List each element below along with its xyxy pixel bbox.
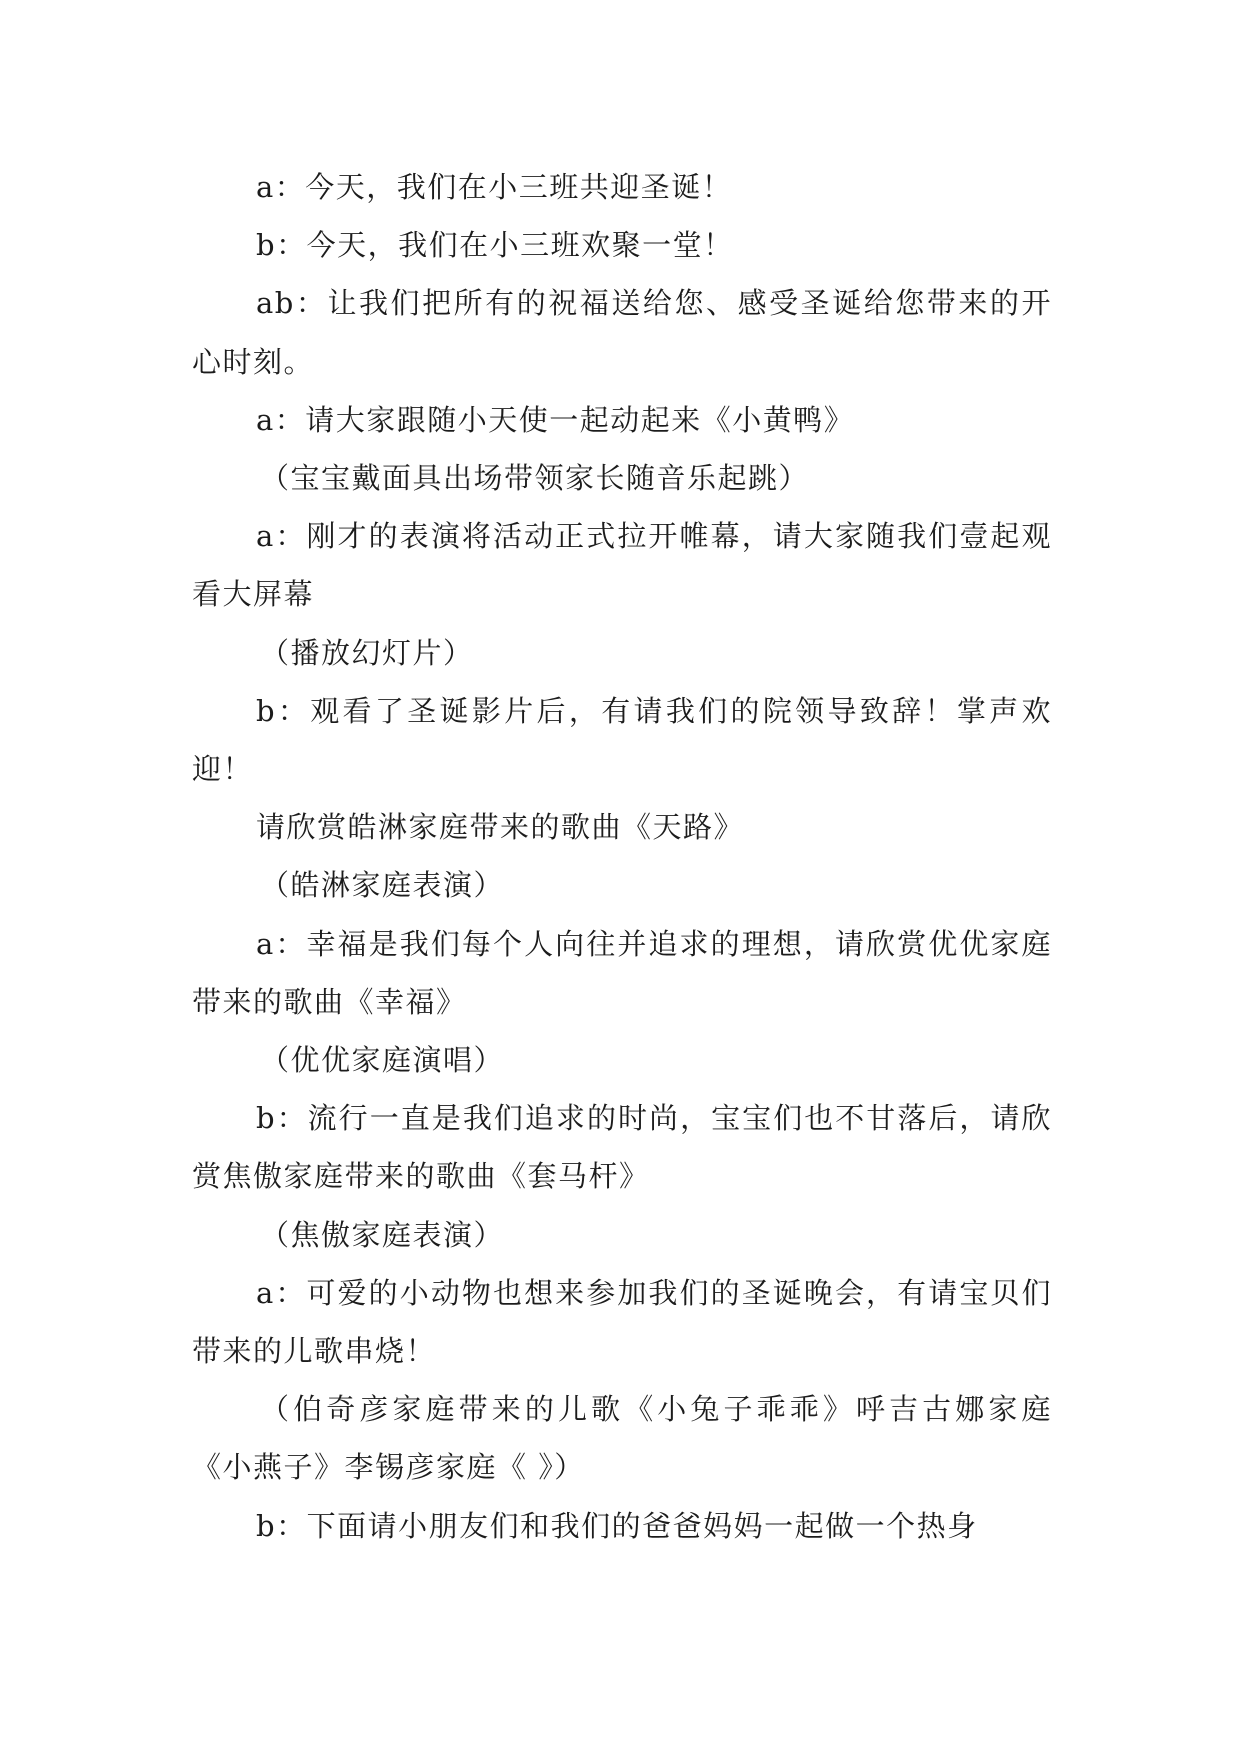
paragraph-8: b：观看了圣诞影片后，有请我们的院领导致辞！掌声欢迎！ xyxy=(192,693,1052,787)
paragraph-14: （焦傲家庭表演） xyxy=(260,1217,505,1252)
document-body xyxy=(192,158,1052,1555)
paragraph-16: （伯奇彦家庭带来的儿歌《小兔子乖乖》呼吉古娜家庭《小燕子》李锡彦家庭《 》） xyxy=(192,1392,1052,1485)
paragraph-17: b：下面请小朋友们和我们的爸爸妈妈一起做一个热身 xyxy=(256,1508,978,1543)
paragraph-6: a：刚才的表演将活动正式拉开帷幕，请大家随我们壹起观看大屏幕 xyxy=(192,519,1052,612)
paragraph-7: （播放幻灯片） xyxy=(260,635,474,670)
paragraph-5: （宝宝戴面具出场带领家长随音乐起跳） xyxy=(260,461,810,496)
paragraph-3: ab：让我们把所有的祝福送给您、感受圣诞给您带来的开心时刻。 xyxy=(192,286,1052,379)
paragraph-9: 请欣赏皓淋家庭带来的歌曲《天路》 xyxy=(256,810,745,845)
paragraph-1: a：今天，我们在小三班共迎圣诞！ xyxy=(256,170,733,204)
paragraph-13: b：流行一直是我们追求的时尚，宝宝们也不甘落后，请欣赏焦傲家庭带来的歌曲《套马杆》 xyxy=(192,1101,1052,1194)
paragraph-4: a：请大家跟随小天使一起动起来《小黄鸭》 xyxy=(256,402,855,437)
paragraph-15: a：可爱的小动物也想来参加我们的圣诞晚会，有请宝贝们带来的儿歌串烧！ xyxy=(192,1275,1052,1369)
paragraph-10: （皓淋家庭表演） xyxy=(260,868,505,903)
paragraph-11: a：幸福是我们每个人向往并追求的理想，请欣赏优优家庭带来的歌曲《幸福》 xyxy=(192,926,1052,1019)
paragraph-2: b：今天，我们在小三班欢聚一堂！ xyxy=(256,228,734,263)
paragraph-12: （优优家庭演唱） xyxy=(260,1043,505,1078)
